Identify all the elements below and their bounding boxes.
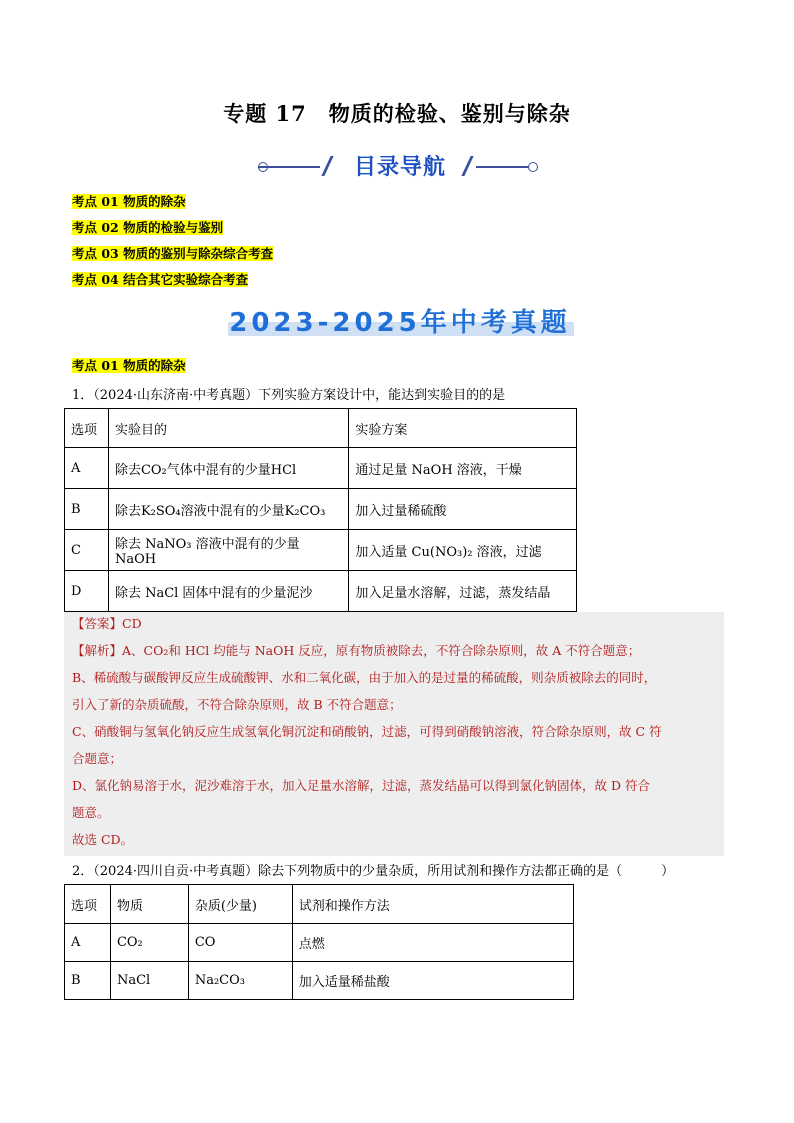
table-cell: 加入足量水溶解，过滤，蒸发结晶 <box>349 571 577 612</box>
table-header-row <box>65 885 574 924</box>
banner-dot-right <box>528 162 538 172</box>
page-title: 专题 17 物质的检验、鉴别与除杂 <box>223 101 571 126</box>
table-row <box>65 962 574 1000</box>
table-header-cell: 选项 <box>65 885 111 924</box>
table-cell: A <box>65 924 111 962</box>
table-header-cell: 物质 <box>110 885 188 924</box>
analysis-line: D、氯化钠易溶于水，泥沙难溶于水，加入足量水溶解，过滤，蒸发结晶可以得到氯化钠固体，故 D 符合 <box>72 778 650 793</box>
question-2-title: 2．（2024·四川自贡·中考真题）除去下列物质中的少量杂质，所用试剂和操作方法都正确的是（ ） <box>72 864 675 879</box>
banner-slash-left <box>321 156 333 176</box>
table-cell: 除去 NaCl 固体中混有的少量泥沙 <box>108 571 348 612</box>
table-row <box>65 489 577 530</box>
analysis-line: C、硝酸铜与氢氧化钠反应生成氢氧化铜沉淀和硝酸钠，过滤，可得到硝酸钠溶液，符合除杂原则，故 C 符 <box>72 724 662 739</box>
table-row <box>65 448 577 489</box>
answer-text: 【答案】CD <box>72 616 142 631</box>
analysis-line: 题意。 <box>72 805 110 820</box>
table-cell: B <box>65 489 109 530</box>
table-cell: D <box>65 571 109 612</box>
table-cell: Na₂CO₃ <box>188 962 292 1000</box>
table-cell: CO₂ <box>110 924 188 962</box>
nav-banner <box>258 150 538 180</box>
table-cell: 除去K₂SO₄溶液中混有的少量K₂CO₃ <box>108 489 348 530</box>
table-cell: 加入过量稀硫酸 <box>349 489 577 530</box>
kaodian-item[interactable]: 考点 04 结合其它实验综合考查 <box>72 272 249 287</box>
table-cell: B <box>65 962 111 1000</box>
kaodian-list <box>72 192 273 296</box>
table-cell: 加入适量 Cu(NO₃)₂ 溶液，过滤 <box>349 530 577 571</box>
table-cell: 通过足量 NaOH 溶液，干燥 <box>349 448 577 489</box>
analysis-line: B、稀硫酸与碳酸钾反应生成硫酸钾、水和二氧化碳，由于加入的是过量的稀硫酸，则杂质被除去的同时， <box>72 670 657 685</box>
analysis-line: 合题意； <box>72 751 123 766</box>
section-banner <box>222 302 578 340</box>
table-row <box>65 530 577 571</box>
table-row <box>65 571 577 612</box>
section-title: 2023-2025年中考真题 <box>229 308 571 338</box>
table-header-cell: 选项 <box>65 409 109 448</box>
table-cell: NaCl <box>110 962 188 1000</box>
analysis-line: 【解析】A、CO₂和 HCl 均能与 NaOH 反应，原有物质被除去，不符合除杂原则，故 A 不符合题意； <box>72 643 641 658</box>
current-kaodian-heading: 考点 01 物质的除杂 <box>72 358 186 373</box>
table-cell: A <box>65 448 109 489</box>
table-cell: 加入适量稀盐酸 <box>292 962 573 1000</box>
banner-slash-right <box>461 156 473 176</box>
analysis-line: 故选 CD。 <box>72 832 134 847</box>
table-header-row <box>65 409 577 448</box>
question-2-table <box>64 884 574 1000</box>
kaodian-item[interactable]: 考点 01 物质的除杂 <box>72 194 186 209</box>
nav-title: 目录导航 <box>353 155 446 180</box>
table-row <box>65 924 574 962</box>
table-cell: 除去CO₂气体中混有的少量HCl <box>108 448 348 489</box>
table-header-cell: 实验目的 <box>108 409 348 448</box>
table-cell: C <box>65 530 109 571</box>
table-header-cell: 试剂和操作方法 <box>292 885 573 924</box>
question-1-table <box>64 408 577 612</box>
table-header-cell: 实验方案 <box>349 409 577 448</box>
kaodian-item[interactable]: 考点 03 物质的鉴别与除杂综合考查 <box>72 246 274 261</box>
table-cell: 除去 NaNO₃ 溶液中混有的少量 NaOH <box>108 530 348 571</box>
table-cell: CO <box>188 924 292 962</box>
analysis-line: 引入了新的杂质硫酸，不符合除杂原则，故 B 不符合题意； <box>72 697 402 712</box>
kaodian-item[interactable]: 考点 02 物质的检验与鉴别 <box>72 220 224 235</box>
table-header-cell: 杂质(少量) <box>188 885 292 924</box>
table-cell: 点燃 <box>292 924 573 962</box>
question-1-title: 1．（2024·山东济南·中考真题）下列实验方案设计中，能达到实验目的的是 <box>72 388 506 403</box>
banner-line-left <box>258 166 320 168</box>
